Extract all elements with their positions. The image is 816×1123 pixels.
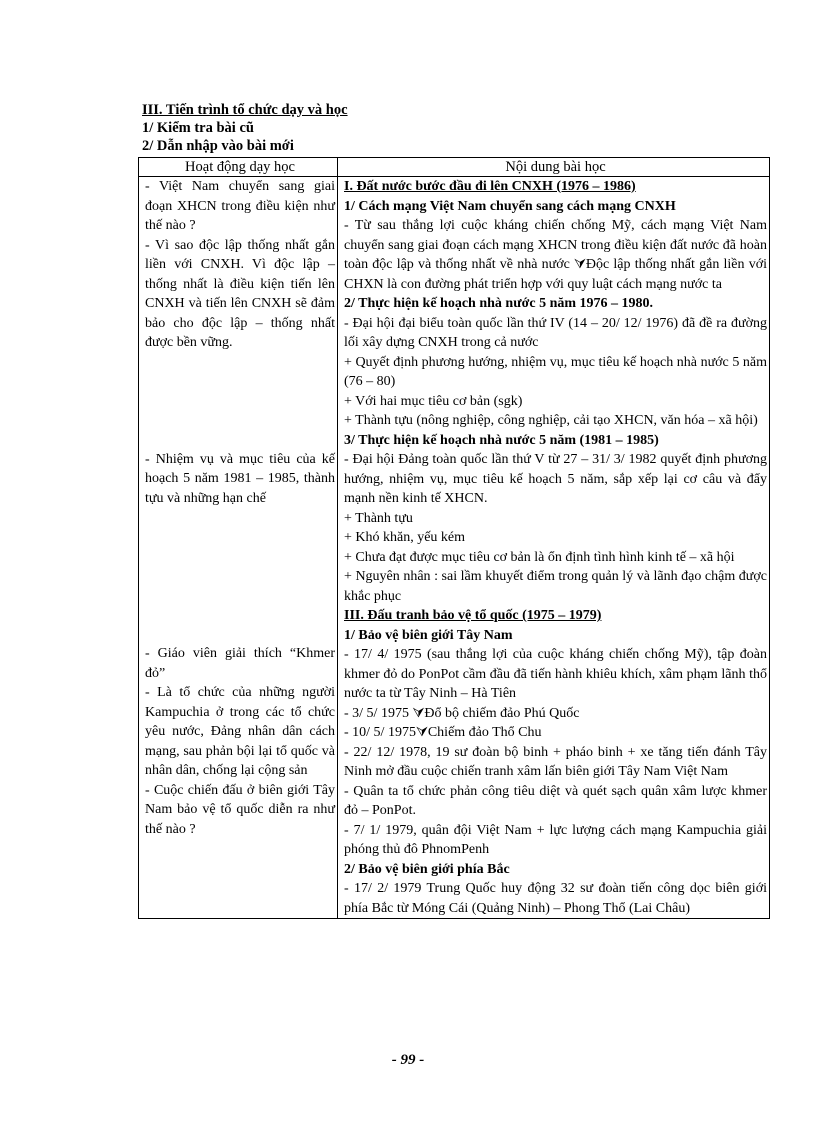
content-t1-p6: - 7/ 1/ 1979, quân đội Việt Nam + lực lượng cách mạng Kampuchia giải phóng thủ đô PhnomPenh [344, 822, 767, 857]
content-s3-p5: + Nguyên nhân : sai lầm khuyết điểm trong quản lý và lãnh đạo chậm được khắc phục [344, 569, 767, 604]
content-t1-p4: - 22/ 12/ 1978, 19 sư đoàn bộ binh + pháo binh + xe tăng tiến đánh Tây Ninh mở đầu cuộc chiến tranh xâm lấn biên giới Tây Nam Việt Nam [344, 744, 767, 779]
content-s2-p3: + Với hai mục tiêu cơ bản (sgk) [344, 393, 523, 409]
content-s2-p4: + Thành tựu (nông nghiệp, công nghiệp, cải tạo XHCN, văn hóa – xã hội) [344, 413, 758, 428]
content-t1-p5: - Quân ta tổ chức phản công tiêu diệt và quét sạch quân xâm lược khmer đỏ – PonPot. [344, 783, 767, 818]
page-number: - 99 - [391, 1052, 425, 1068]
subsection-1-3: 3/ Thực hiện kế hoạch nhà nước 5 năm (1981 – 1985) [344, 432, 659, 448]
content-s3-p3: + Khó khăn, yếu kém [344, 530, 466, 545]
col-header-content: Nội dung bài học [338, 158, 770, 177]
left-q5: - Là tổ chức của những người Kampuchia ở trong các tổ chức yêu nước, Đảng nhân dân cách mạng, sau phản bội lại tổ quốc và nhân dân, chống lại cộng sản [145, 685, 335, 778]
section-heading: III. Tiến trình tổ chức dạy và học [142, 102, 348, 118]
left-q1: - Việt Nam chuyển sang giai đoạn XHCN trong điều kiện như thế nào ? [145, 179, 335, 233]
subsection-1-1: 1/ Cách mạng Việt Nam chuyển sang cách mạng CNXH [344, 198, 676, 214]
left-q3: - Nhiệm vụ và mục tiêu của kế hoạch 5 năm 1981 – 1985, thành tựu và những hạn chế [145, 451, 335, 506]
left-q2: - Vì sao độc lập thống nhất gắn liền với CNXH. Vì độc lập – thống nhất là điều kiện tiến lên CNXH và tiến lên CNXH sẽ đảm bảo cho độc lập – thống nhất được bền vững. [145, 237, 335, 350]
content-s2-p1: - Đại hội đại biểu toàn quốc lần thứ IV (14 – 20/ 12/ 1976) đã đề ra đường lối xây dựng CNXH trong cả nước [344, 315, 767, 350]
lesson-table [138, 157, 770, 919]
intro-heading: 2/ Dẫn nhập vào bài mới [142, 138, 294, 154]
content-s2-p2: + Quyết định phương hướng, nhiệm vụ, mục tiêu kế hoạch nhà nước 5 năm (76 – 80) [344, 354, 767, 389]
content-cell [338, 177, 770, 919]
check-heading: 1/ Kiểm tra bài cũ [142, 120, 254, 136]
activities-cell [139, 177, 338, 919]
content-s3-p1: - Đại hội Đảng toàn quốc lần thứ V từ 27 – 31/ 3/ 1982 quyết định phương hướng, nhiệm vụ, mục tiêu kế hoạch 5 năm, sắp xếp lại cơ câu và đẩy mạnh nền kinh tế XHCN. [344, 452, 767, 506]
content-section-2: III. Đấu tranh bảo vệ tổ quốc (1975 – 1979) [344, 608, 602, 623]
content-s3-p2: + Thành tựu [344, 510, 413, 526]
subsection-2-2: 2/ Bảo vệ biên giới phía Bắc [344, 861, 510, 877]
col-header-activities: Hoạt động dạy học [139, 158, 338, 177]
left-q4: - Giáo viên giải thích “Khmer đỏ” [145, 646, 335, 681]
left-q6: - Cuộc chiến đấu ở biên giới Tây Nam bảo vệ tổ quốc diễn ra như thế nào ? [145, 782, 335, 837]
content-t1-p3: - 10/ 5/ 1975⮛Chiếm đảo Thổ Chu [344, 725, 542, 740]
content-s1-p1: - Từ sau thắng lợi cuộc kháng chiến chống Mỹ, cách mạng Việt Nam chuyển sang giai đoạn cách mạng XHCN trong điều kiện đất nước đã hoàn toàn độc lập và thống nhất về nhà nước ⮛Độc lập thống nhất gắn liền với CHXN là con đường phát triển hợp với quy luật cách mạng nước ta [344, 218, 767, 292]
content-t1-p1: - 17/ 4/ 1975 (sau thắng lợi của cuộc kháng chiến chống Mỹ), tập đoàn khmer đỏ do PonPot cầm đầu đã tiến hành khiêu khích, xâm phạm lãnh thổ nước ta từ Tây Ninh – Hà Tiên [344, 647, 767, 701]
subsection-1-2: 2/ Thực hiện kế hoạch nhà nước 5 năm 1976 – 1980. [344, 296, 654, 311]
content-section-1: I. Đất nước bước đầu đi lên CNXH (1976 – 1986) [344, 179, 636, 194]
content-s3-p4: + Chưa đạt được mục tiêu cơ bản là ổn định tình hình kinh tế – xã hội [344, 549, 735, 565]
content-t1-p2: - 3/ 5/ 1975 ⮛Đổ bộ chiếm đảo Phú Quốc [344, 705, 580, 721]
subsection-2-1: 1/ Bảo vệ biên giới Tây Nam [344, 627, 513, 643]
content-t2-p1: - 17/ 2/ 1979 Trung Quốc huy động 32 sư đoàn tiến công dọc biên giới phía Bắc từ Móng Cái (Quảng Ninh) – Phong Thổ (Lai Châu) [344, 881, 767, 916]
